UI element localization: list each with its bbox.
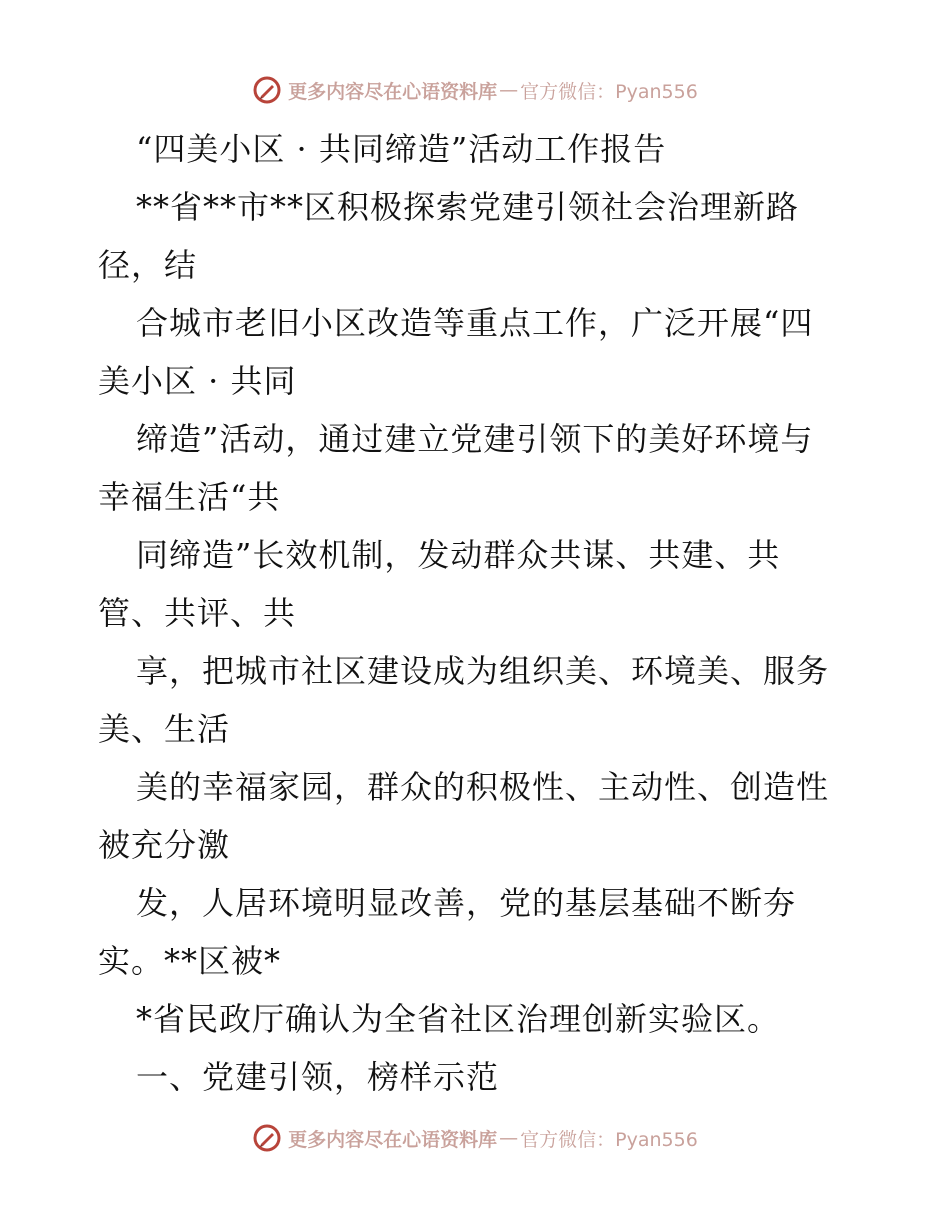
paragraph-line: 缔造”活动，通过建立党建引领下的美好环境与 <box>136 420 814 458</box>
pen-circle-icon <box>252 75 282 105</box>
paragraph-line: 美的幸福家园，群众的积极性、主动性、创造性 <box>136 768 830 806</box>
document-title: “四美小区 · 共同缔造”活动工作报告 <box>136 130 667 168</box>
paragraph-line: 同缔造”长效机制，发动群众共谋、共建、共 <box>136 536 781 574</box>
paragraph-line: 发，人居环境明显改善，党的基层基础不断夯 <box>136 884 797 922</box>
paragraph-line: 美、生活 <box>98 710 231 748</box>
paragraph-line: 合城市老旧小区改造等重点工作，广泛开展“四 <box>136 304 814 342</box>
pen-circle-icon <box>252 1123 282 1153</box>
watermark-separator: — <box>499 1127 519 1149</box>
paragraph-line: 实。**区被* <box>98 942 282 980</box>
watermark-contact: 官方微信：Pyan556 <box>520 80 698 103</box>
paragraph-line: 径，结 <box>98 246 198 284</box>
paragraph-line: 享，把城市社区建设成为组织美、环境美、服务 <box>136 652 830 690</box>
paragraph-line: 被充分激 <box>98 826 231 864</box>
watermark-text: 更多内容尽在心语资料库 <box>288 80 498 103</box>
paragraph-line: 美小区 · 共同 <box>98 362 297 400</box>
watermark-text: 更多内容尽在心语资料库 <box>288 1128 498 1151</box>
watermark-banner-top <box>0 70 950 110</box>
paragraph-line: *省民政厅确认为全省社区治理创新实验区。 <box>136 1000 781 1038</box>
watermark-separator: — <box>499 79 519 101</box>
paragraph-line: 管、共评、共 <box>98 594 297 632</box>
watermark-contact: 官方微信：Pyan556 <box>520 1128 698 1151</box>
paragraph-line: **省**市**区积极探索党建引领社会治理新路 <box>136 188 800 226</box>
watermark-banner-bottom <box>0 1118 950 1158</box>
section-heading: 一、党建引领，榜样示范 <box>136 1058 500 1096</box>
document-body <box>98 120 868 1106</box>
paragraph-line: 幸福生活“共 <box>98 478 281 516</box>
